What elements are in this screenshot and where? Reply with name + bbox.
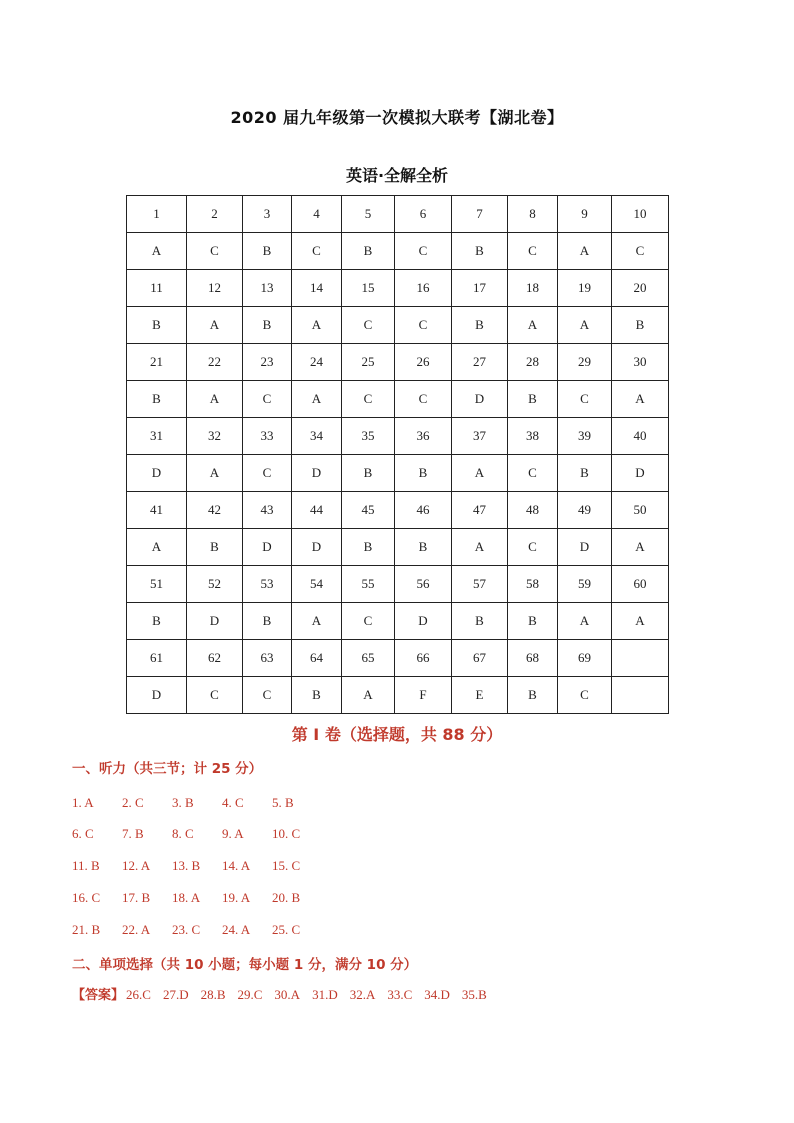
- listening-row: 16. C 17. B 18. A 19. A 20. B: [72, 890, 301, 905]
- question-number-cell: [612, 640, 669, 677]
- question-number-cell: 29: [558, 344, 612, 381]
- answer-cell: C: [508, 455, 558, 492]
- answer-row: [127, 603, 669, 640]
- question-number-cell: 20: [612, 270, 669, 307]
- question-number-cell: 58: [508, 566, 558, 603]
- answer-cell: C: [612, 233, 669, 270]
- answer-cell: C: [395, 381, 452, 418]
- question-number-cell: 24: [292, 344, 342, 381]
- answer-cell: B: [508, 381, 558, 418]
- answer-cell: A: [187, 455, 243, 492]
- question-number-cell: 49: [558, 492, 612, 529]
- answer-cell: A: [558, 233, 612, 270]
- answer-cell: C: [292, 233, 342, 270]
- answer-cell: B: [452, 233, 508, 270]
- answer-label: 【答案】: [72, 988, 125, 1003]
- question-number-row: [127, 566, 669, 603]
- answer-cell: C: [243, 455, 292, 492]
- answer-cell: D: [452, 381, 508, 418]
- question-number-cell: 44: [292, 492, 342, 529]
- listening-heading: 一、听力（共三节；计 25 分）: [72, 761, 263, 777]
- answer-cell: D: [292, 455, 342, 492]
- answer-cell: B: [342, 455, 395, 492]
- document-title: 2020 届九年级第一次模拟大联考【湖北卷】: [230, 108, 564, 127]
- question-number-row: [127, 640, 669, 677]
- question-number-cell: 10: [612, 196, 669, 233]
- question-number-cell: 32: [187, 418, 243, 455]
- answer-cell: C: [187, 677, 243, 714]
- answer-row: [127, 233, 669, 270]
- question-number-cell: 52: [187, 566, 243, 603]
- question-number-row: [127, 492, 669, 529]
- question-number-cell: 39: [558, 418, 612, 455]
- answer-cell: B: [508, 677, 558, 714]
- question-number-cell: 12: [187, 270, 243, 307]
- answer-cell: D: [558, 529, 612, 566]
- answer-cell: A: [612, 529, 669, 566]
- document-subtitle: 英语·全解全析: [345, 166, 449, 185]
- question-number-cell: 19: [558, 270, 612, 307]
- question-number-cell: 61: [127, 640, 187, 677]
- question-number-cell: 8: [508, 196, 558, 233]
- question-number-cell: 5: [342, 196, 395, 233]
- single-choice-heading: 二、单项选择（共 10 小题；每小题 1 分，满分 10 分）: [72, 957, 418, 973]
- answer-row: [127, 381, 669, 418]
- question-number-row: [127, 270, 669, 307]
- answer-cell: D: [292, 529, 342, 566]
- answer-cell: B: [292, 677, 342, 714]
- question-number-cell: 16: [395, 270, 452, 307]
- question-number-cell: 7: [452, 196, 508, 233]
- answer-cell: E: [452, 677, 508, 714]
- answer-cell: C: [243, 381, 292, 418]
- question-number-cell: 69: [558, 640, 612, 677]
- question-number-cell: 63: [243, 640, 292, 677]
- question-number-row: [127, 418, 669, 455]
- answer-cell: D: [243, 529, 292, 566]
- question-number-cell: 65: [342, 640, 395, 677]
- question-number-cell: 28: [508, 344, 558, 381]
- answer-cell: C: [395, 233, 452, 270]
- question-number-cell: 47: [452, 492, 508, 529]
- answer-row: [127, 455, 669, 492]
- question-number-cell: 34: [292, 418, 342, 455]
- answer-cell: B: [452, 307, 508, 344]
- answer-cell: A: [508, 307, 558, 344]
- question-number-cell: 40: [612, 418, 669, 455]
- answer-cell: A: [612, 381, 669, 418]
- question-number-cell: 51: [127, 566, 187, 603]
- answer-cell: A: [452, 529, 508, 566]
- question-number-cell: 43: [243, 492, 292, 529]
- answer-cell: C: [395, 307, 452, 344]
- question-number-cell: 67: [452, 640, 508, 677]
- question-number-cell: 26: [395, 344, 452, 381]
- question-number-cell: 27: [452, 344, 508, 381]
- question-number-cell: 25: [342, 344, 395, 381]
- answer-cell: B: [452, 603, 508, 640]
- question-number-cell: 38: [508, 418, 558, 455]
- answer-row: [127, 307, 669, 344]
- answer-cell: C: [243, 677, 292, 714]
- question-number-cell: 36: [395, 418, 452, 455]
- answer-cell: D: [127, 455, 187, 492]
- question-number-cell: 17: [452, 270, 508, 307]
- answer-cell: A: [127, 233, 187, 270]
- answer-cell: C: [342, 381, 395, 418]
- answer-cell: A: [292, 603, 342, 640]
- listening-row: 1. A 2. C 3. B 4. C 5. B: [72, 795, 294, 810]
- answer-cell: D: [612, 455, 669, 492]
- answer-cell: A: [292, 381, 342, 418]
- question-number-cell: 11: [127, 270, 187, 307]
- answer-cell: C: [508, 529, 558, 566]
- answer-cell: D: [395, 603, 452, 640]
- question-number-row: [127, 344, 669, 381]
- question-number-cell: 35: [342, 418, 395, 455]
- answer-cell: D: [127, 677, 187, 714]
- question-number-row: [127, 196, 669, 233]
- answer-cell: A: [187, 381, 243, 418]
- question-number-cell: 13: [243, 270, 292, 307]
- listening-row: 21. B 22. A 23. C 24. A 25. C: [72, 922, 301, 937]
- answer-cell: B: [342, 233, 395, 270]
- answer-cell: B: [243, 603, 292, 640]
- answer-cell: B: [395, 529, 452, 566]
- question-number-cell: 60: [612, 566, 669, 603]
- question-number-cell: 68: [508, 640, 558, 677]
- answer-cell: B: [127, 381, 187, 418]
- answer-row: [127, 677, 669, 714]
- answer-cell: B: [395, 455, 452, 492]
- answer-cell: A: [558, 307, 612, 344]
- question-number-cell: 21: [127, 344, 187, 381]
- answer-cell: C: [558, 381, 612, 418]
- question-number-cell: 42: [187, 492, 243, 529]
- answer-cell: A: [292, 307, 342, 344]
- question-number-cell: 3: [243, 196, 292, 233]
- listening-row: 6. C 7. B 8. C 9. A 10. C: [72, 826, 301, 841]
- answer-cell: B: [558, 455, 612, 492]
- answer-cell: A: [187, 307, 243, 344]
- question-number-cell: 53: [243, 566, 292, 603]
- answer-cell: C: [342, 307, 395, 344]
- question-number-cell: 15: [342, 270, 395, 307]
- question-number-cell: 62: [187, 640, 243, 677]
- answer-cell: C: [508, 233, 558, 270]
- question-number-cell: 45: [342, 492, 395, 529]
- answer-cell: C: [342, 603, 395, 640]
- answer-cell: F: [395, 677, 452, 714]
- answer-cell: [612, 677, 669, 714]
- question-number-cell: 37: [452, 418, 508, 455]
- answer-cell: B: [187, 529, 243, 566]
- answer-cell: D: [187, 603, 243, 640]
- question-number-cell: 1: [127, 196, 187, 233]
- question-number-cell: 55: [342, 566, 395, 603]
- answer-cell: B: [508, 603, 558, 640]
- question-number-cell: 48: [508, 492, 558, 529]
- listening-row: 11. B 12. A 13. B 14. A 15. C: [72, 858, 301, 873]
- question-number-cell: 31: [127, 418, 187, 455]
- question-number-cell: 33: [243, 418, 292, 455]
- answer-row: [127, 529, 669, 566]
- answer-cell: A: [342, 677, 395, 714]
- answer-cell: B: [342, 529, 395, 566]
- question-number-cell: 46: [395, 492, 452, 529]
- answer-cell: B: [243, 307, 292, 344]
- answer-cell: C: [187, 233, 243, 270]
- answer-cell: A: [127, 529, 187, 566]
- answer-cell: C: [558, 677, 612, 714]
- question-number-cell: 57: [452, 566, 508, 603]
- question-number-cell: 59: [558, 566, 612, 603]
- question-number-cell: 18: [508, 270, 558, 307]
- answer-cell: A: [558, 603, 612, 640]
- question-number-cell: 14: [292, 270, 342, 307]
- question-number-cell: 9: [558, 196, 612, 233]
- question-number-cell: 66: [395, 640, 452, 677]
- question-number-cell: 64: [292, 640, 342, 677]
- answer-cell: A: [452, 455, 508, 492]
- single-choice-answers: 【答案】 26.C 27.D 28.B 29.C 30.A 31.D 32.A 33.C 34.D 35.B: [72, 987, 487, 1003]
- answer-cell: B: [127, 603, 187, 640]
- answer-cell: B: [612, 307, 669, 344]
- answer-cell: B: [243, 233, 292, 270]
- question-number-cell: 50: [612, 492, 669, 529]
- answer-cell: B: [127, 307, 187, 344]
- question-number-cell: 30: [612, 344, 669, 381]
- question-number-cell: 6: [395, 196, 452, 233]
- question-number-cell: 41: [127, 492, 187, 529]
- section-title: 第 I 卷（选择题，共 88 分）: [291, 725, 503, 744]
- answer-key-table: [126, 195, 669, 714]
- question-number-cell: 22: [187, 344, 243, 381]
- question-number-cell: 56: [395, 566, 452, 603]
- question-number-cell: 23: [243, 344, 292, 381]
- question-number-cell: 54: [292, 566, 342, 603]
- question-number-cell: 4: [292, 196, 342, 233]
- answer-cell: A: [612, 603, 669, 640]
- question-number-cell: 2: [187, 196, 243, 233]
